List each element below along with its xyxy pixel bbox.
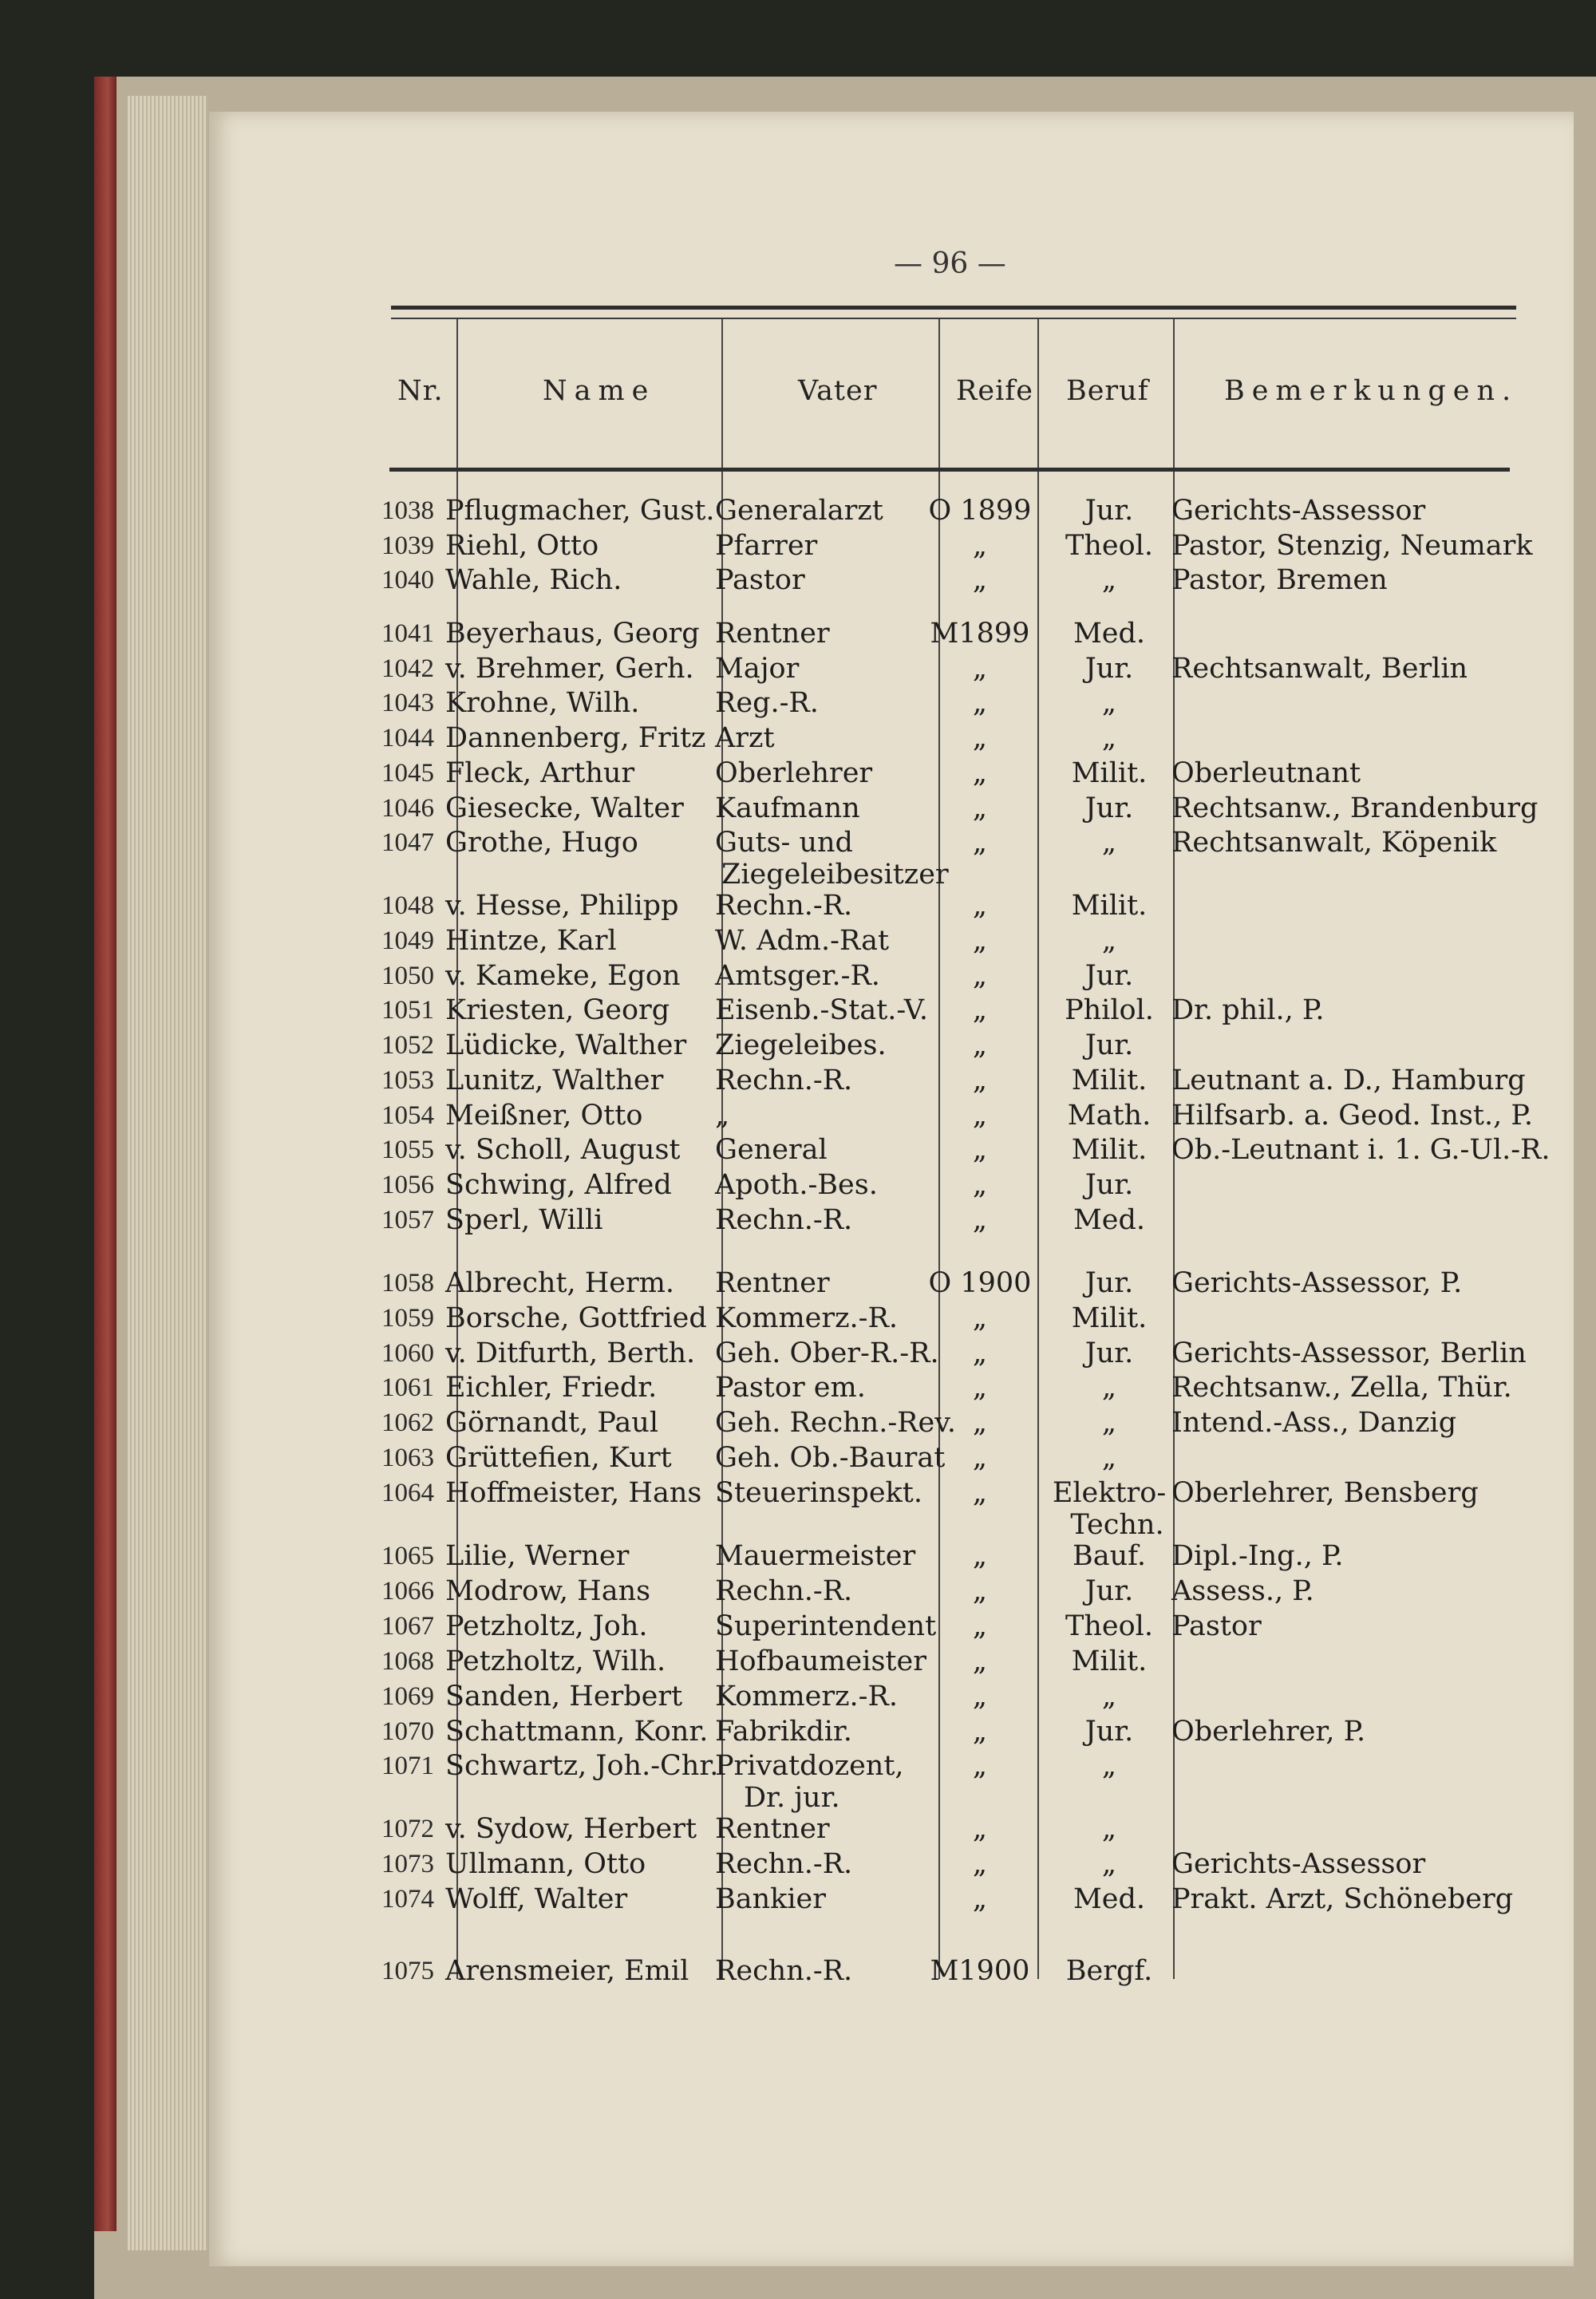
row-vater: Geh. Ober-R.-R. xyxy=(715,1337,939,1369)
row-vater: Geh. Rechn.-Rev. xyxy=(715,1407,956,1439)
row-nr: 1074 xyxy=(381,1885,434,1914)
row-reife: „ xyxy=(972,1302,988,1334)
row-nr: 1057 xyxy=(381,1206,434,1234)
row-vater: Rechn.-R. xyxy=(715,1955,853,1987)
header-name: Name xyxy=(543,375,656,407)
row-name: Sperl, Willi xyxy=(445,1204,603,1236)
row-vater-continuation: Dr. jur. xyxy=(744,1782,840,1814)
header-reife: Reife xyxy=(956,375,1033,407)
row-reife: „ xyxy=(972,530,988,562)
row-reife: „ xyxy=(972,827,988,859)
row-name: Schwing, Alfred xyxy=(445,1169,672,1201)
row-beruf: Med. xyxy=(1073,618,1146,650)
row-beruf: Jur. xyxy=(1084,960,1134,992)
row-name: Petzholtz, Joh. xyxy=(445,1610,648,1642)
row-beruf: „ xyxy=(1101,827,1117,859)
row-reife: „ xyxy=(972,722,988,754)
row-beruf: Jur. xyxy=(1084,1267,1134,1299)
row-bemerkung: Dipl.-Ing., P. xyxy=(1171,1540,1344,1572)
row-name: Lilie, Werner xyxy=(445,1540,630,1572)
row-bemerkung: Rechtsanw., Brandenburg xyxy=(1171,792,1539,824)
row-vater: Fabrikdir. xyxy=(715,1716,852,1748)
row-nr: 1054 xyxy=(381,1101,434,1130)
row-vater: Steuerinspekt. xyxy=(715,1477,922,1509)
row-nr: 1044 xyxy=(381,724,434,753)
row-name: Arensmeier, Emil xyxy=(445,1955,689,1987)
row-reife: „ xyxy=(972,890,988,922)
row-vater: W. Adm.-Rat xyxy=(715,925,890,957)
row-vater: Kaufmann xyxy=(715,792,860,824)
row-beruf: Elektro- xyxy=(1052,1477,1167,1509)
row-name: Kriesten, Georg xyxy=(445,994,670,1026)
row-nr: 1059 xyxy=(381,1304,434,1333)
row-vater: Mauermeister xyxy=(715,1540,916,1572)
row-reife: „ xyxy=(972,1540,988,1572)
row-vater: Rentner xyxy=(715,618,830,650)
row-beruf: Jur. xyxy=(1084,1575,1134,1607)
row-vater: Pfarrer xyxy=(715,530,818,562)
row-beruf: „ xyxy=(1101,564,1117,596)
row-vater: Guts- und xyxy=(715,827,853,859)
row-vater: Privatdozent, xyxy=(715,1750,904,1782)
row-vater: Superintendent xyxy=(715,1610,937,1642)
row-name: Borsche, Gottfried xyxy=(445,1302,707,1334)
row-name: Giesecke, Walter xyxy=(445,792,684,824)
row-name: Ullmann, Otto xyxy=(445,1848,646,1880)
row-name: Grothe, Hugo xyxy=(445,827,638,859)
row-nr: 1041 xyxy=(381,619,434,648)
row-vater: Oberlehrer xyxy=(715,757,873,789)
row-vater: Rentner xyxy=(715,1267,830,1299)
row-reife: „ xyxy=(972,994,988,1026)
row-reife: „ xyxy=(972,1477,988,1509)
row-vater: Rechn.-R. xyxy=(715,1848,853,1880)
row-bemerkung: Rechtsanw., Zella, Thür. xyxy=(1171,1372,1512,1404)
row-beruf: „ xyxy=(1101,1813,1117,1845)
page-stack-edge xyxy=(128,96,207,2250)
row-nr: 1046 xyxy=(381,794,434,823)
row-reife: M1900 xyxy=(930,1955,1030,1987)
row-nr: 1042 xyxy=(381,654,434,683)
row-bemerkung: Hilfsarb. a. Geod. Inst., P. xyxy=(1171,1100,1533,1132)
row-nr: 1065 xyxy=(381,1542,434,1570)
row-reife: „ xyxy=(972,1813,988,1845)
header-nr: Nr. xyxy=(397,375,444,407)
row-bemerkung: Prakt. Arzt, Schöneberg xyxy=(1171,1883,1514,1915)
row-nr: 1051 xyxy=(381,996,434,1025)
row-bemerkung: Pastor xyxy=(1171,1610,1262,1642)
header-vater: Vater xyxy=(798,375,878,407)
row-nr: 1060 xyxy=(381,1339,434,1368)
row-beruf: Theol. xyxy=(1065,1610,1153,1642)
row-bemerkung: Dr. phil., P. xyxy=(1171,994,1325,1026)
row-beruf: Jur. xyxy=(1084,653,1134,685)
row-nr: 1067 xyxy=(381,1612,434,1641)
row-vater: Bankier xyxy=(715,1883,826,1915)
row-nr: 1062 xyxy=(381,1408,434,1437)
row-nr: 1073 xyxy=(381,1850,434,1878)
row-reife: „ xyxy=(972,1750,988,1782)
row-name: Fleck, Arthur xyxy=(445,757,635,789)
row-name: Sanden, Herbert xyxy=(445,1681,683,1712)
row-reife: „ xyxy=(972,1442,988,1474)
row-reife: „ xyxy=(972,1681,988,1712)
header-rule-top xyxy=(391,306,1516,310)
row-beruf: Bauf. xyxy=(1073,1540,1146,1572)
row-beruf: Milit. xyxy=(1071,1302,1148,1334)
row-vater: Kommerz.-R. xyxy=(715,1302,898,1334)
row-name: Schwartz, Joh.-Chr. xyxy=(445,1750,719,1782)
row-reife: „ xyxy=(972,1407,988,1439)
page-number: — 96 — xyxy=(894,247,1006,280)
row-vater: Arzt xyxy=(715,722,775,754)
row-reife: „ xyxy=(972,925,988,957)
row-reife: „ xyxy=(972,687,988,719)
row-name: Lüdicke, Walther xyxy=(445,1029,687,1061)
row-beruf: Jur. xyxy=(1084,1029,1134,1061)
row-beruf: Jur. xyxy=(1084,1716,1134,1748)
book-cover-edge xyxy=(94,77,117,2231)
row-reife: „ xyxy=(972,792,988,824)
row-name: Beyerhaus, Georg xyxy=(445,618,700,650)
row-reife: „ xyxy=(972,1883,988,1915)
row-name: Meißner, Otto xyxy=(445,1100,643,1132)
row-name: Pflugmacher, Gust. xyxy=(445,495,715,527)
row-bemerkung: Ob.-Leutnant i. 1. G.-Ul.-R. xyxy=(1171,1134,1551,1166)
row-beruf: „ xyxy=(1101,722,1117,754)
row-name: Görnandt, Paul xyxy=(445,1407,659,1439)
row-nr: 1039 xyxy=(381,531,434,560)
row-vater: Geh. Ob.-Baurat xyxy=(715,1442,946,1474)
row-nr: 1072 xyxy=(381,1815,434,1843)
row-name: Wolff, Walter xyxy=(445,1883,628,1915)
row-beruf: Math. xyxy=(1067,1100,1152,1132)
row-name: v. Kameke, Egon xyxy=(445,960,681,992)
header-beruf: Beruf xyxy=(1066,375,1149,407)
row-bemerkung: Oberlehrer, P. xyxy=(1171,1716,1366,1748)
row-beruf: Theol. xyxy=(1065,530,1153,562)
row-name: v. Ditfurth, Berth. xyxy=(445,1337,696,1369)
row-bemerkung: Rechtsanwalt, Berlin xyxy=(1171,653,1468,685)
row-beruf: Milit. xyxy=(1071,1645,1148,1677)
row-reife: O 1900 xyxy=(928,1267,1032,1299)
row-bemerkung: Oberlehrer, Bensberg xyxy=(1171,1477,1479,1509)
row-bemerkung: Gerichts-Assessor xyxy=(1171,495,1426,527)
row-beruf: Milit. xyxy=(1071,890,1148,922)
row-bemerkung: Gerichts-Assessor, Berlin xyxy=(1171,1337,1527,1369)
row-vater: Eisenb.-Stat.-V. xyxy=(715,994,928,1026)
row-reife: „ xyxy=(972,1645,988,1677)
row-beruf: „ xyxy=(1101,1442,1117,1474)
row-reife: „ xyxy=(972,1029,988,1061)
row-vater: Rechn.-R. xyxy=(715,1065,853,1096)
row-beruf: „ xyxy=(1101,1681,1117,1712)
row-nr: 1050 xyxy=(381,962,434,990)
row-reife: „ xyxy=(972,1848,988,1880)
header-bemerkungen: Bemerkungen. xyxy=(1224,375,1519,407)
row-nr: 1063 xyxy=(381,1444,434,1472)
row-vater: Hofbaumeister xyxy=(715,1645,926,1677)
row-bemerkung: Pastor, Bremen xyxy=(1171,564,1388,596)
row-beruf-continuation: Techn. xyxy=(1070,1509,1164,1541)
row-beruf: Jur. xyxy=(1084,1169,1134,1201)
row-nr: 1055 xyxy=(381,1136,434,1164)
row-bemerkung: Intend.-Ass., Danzig xyxy=(1171,1407,1457,1439)
row-vater-continuation: Ziegeleibesitzer xyxy=(721,859,949,891)
row-vater: Pastor em. xyxy=(715,1372,866,1404)
row-beruf: „ xyxy=(1101,1407,1117,1439)
row-nr: 1040 xyxy=(381,566,434,595)
row-beruf: Milit. xyxy=(1071,757,1148,789)
row-reife: „ xyxy=(972,1204,988,1236)
row-bemerkung: Oberleutnant xyxy=(1171,757,1361,789)
row-reife: „ xyxy=(972,960,988,992)
row-nr: 1061 xyxy=(381,1373,434,1402)
row-reife: „ xyxy=(972,1716,988,1748)
row-nr: 1058 xyxy=(381,1269,434,1298)
row-reife: „ xyxy=(972,1575,988,1607)
row-beruf: Jur. xyxy=(1084,1337,1134,1369)
row-nr: 1070 xyxy=(381,1717,434,1746)
row-beruf: Jur. xyxy=(1084,792,1134,824)
row-reife: „ xyxy=(972,653,988,685)
row-name: Eichler, Friedr. xyxy=(445,1372,658,1404)
row-nr: 1068 xyxy=(381,1647,434,1676)
row-nr: 1069 xyxy=(381,1682,434,1711)
row-nr: 1064 xyxy=(381,1479,434,1507)
row-name: Krohne, Wilh. xyxy=(445,687,640,719)
row-nr: 1048 xyxy=(381,891,434,920)
row-vater: Rentner xyxy=(715,1813,830,1845)
row-reife: M1899 xyxy=(930,618,1030,650)
row-beruf: „ xyxy=(1101,687,1117,719)
row-reife: „ xyxy=(972,1610,988,1642)
row-nr: 1049 xyxy=(381,926,434,955)
row-vater: „ xyxy=(715,1100,730,1132)
row-beruf: Med. xyxy=(1073,1204,1146,1236)
row-name: Grüttefien, Kurt xyxy=(445,1442,672,1474)
row-nr: 1038 xyxy=(381,496,434,525)
row-beruf: „ xyxy=(1101,1848,1117,1880)
row-name: v. Brehmer, Gerh. xyxy=(445,653,694,685)
row-reife: „ xyxy=(972,1372,988,1404)
row-beruf: Bergf. xyxy=(1065,1955,1153,1987)
row-name: Riehl, Otto xyxy=(445,530,599,562)
row-vater: Ziegeleibes. xyxy=(715,1029,887,1061)
row-reife: „ xyxy=(972,1169,988,1201)
row-bemerkung: Gerichts-Assessor xyxy=(1171,1848,1426,1880)
row-beruf: „ xyxy=(1101,925,1117,957)
row-name: Dannenberg, Fritz xyxy=(445,722,706,754)
row-nr: 1052 xyxy=(381,1031,434,1060)
row-name: Modrow, Hans xyxy=(445,1575,651,1607)
row-name: Hoffmeister, Hans xyxy=(445,1477,702,1509)
row-name: Petzholtz, Wilh. xyxy=(445,1645,666,1677)
row-bemerkung: Leutnant a. D., Hamburg xyxy=(1171,1065,1526,1096)
row-nr: 1071 xyxy=(381,1752,434,1780)
row-beruf: Med. xyxy=(1073,1883,1146,1915)
row-vater: Reg.-R. xyxy=(715,687,819,719)
row-vater: Rechn.-R. xyxy=(715,890,853,922)
row-name: Albrecht, Herm. xyxy=(445,1267,675,1299)
row-nr: 1075 xyxy=(381,1957,434,1985)
row-reife: „ xyxy=(972,1134,988,1166)
header-rule-top-thin xyxy=(391,318,1516,319)
row-nr: 1043 xyxy=(381,689,434,717)
row-vater: General xyxy=(715,1134,828,1166)
row-vater: Amtsger.-R. xyxy=(715,960,880,992)
row-bemerkung: Pastor, Stenzig, Neumark xyxy=(1171,530,1533,562)
row-beruf: Philol. xyxy=(1065,994,1154,1026)
row-name: Hintze, Karl xyxy=(445,925,617,957)
row-vater: Generalarzt xyxy=(715,495,883,527)
row-name: Lunitz, Walther xyxy=(445,1065,664,1096)
row-vater: Major xyxy=(715,653,800,685)
row-nr: 1056 xyxy=(381,1171,434,1199)
row-name: v. Sydow, Herbert xyxy=(445,1813,697,1845)
row-reife: „ xyxy=(972,564,988,596)
row-name: v. Scholl, August xyxy=(445,1134,681,1166)
row-vater: Apoth.-Bes. xyxy=(715,1169,878,1201)
row-beruf: Milit. xyxy=(1071,1134,1148,1166)
row-nr: 1066 xyxy=(381,1577,434,1606)
row-beruf: Jur. xyxy=(1084,495,1134,527)
row-bemerkung: Assess., P. xyxy=(1171,1575,1314,1607)
row-bemerkung: Gerichts-Assessor, P. xyxy=(1171,1267,1463,1299)
row-nr: 1045 xyxy=(381,759,434,788)
row-reife: „ xyxy=(972,1100,988,1132)
row-reife: O 1899 xyxy=(928,495,1032,527)
header-rule-bottom xyxy=(389,468,1510,472)
row-reife: „ xyxy=(972,757,988,789)
row-name: Schattmann, Konr. xyxy=(445,1716,709,1748)
row-vater: Rechn.-R. xyxy=(715,1575,853,1607)
row-beruf: „ xyxy=(1101,1372,1117,1404)
row-vater: Pastor xyxy=(715,564,805,596)
row-name: Wahle, Rich. xyxy=(445,564,622,596)
row-beruf: „ xyxy=(1101,1750,1117,1782)
row-reife: „ xyxy=(972,1337,988,1369)
row-nr: 1047 xyxy=(381,828,434,857)
row-vater: Kommerz.-R. xyxy=(715,1681,898,1712)
row-bemerkung: Rechtsanwalt, Köpenik xyxy=(1171,827,1497,859)
row-name: v. Hesse, Philipp xyxy=(445,890,679,922)
row-vater: Rechn.-R. xyxy=(715,1204,853,1236)
row-reife: „ xyxy=(972,1065,988,1096)
row-nr: 1053 xyxy=(381,1066,434,1095)
row-beruf: Milit. xyxy=(1071,1065,1148,1096)
